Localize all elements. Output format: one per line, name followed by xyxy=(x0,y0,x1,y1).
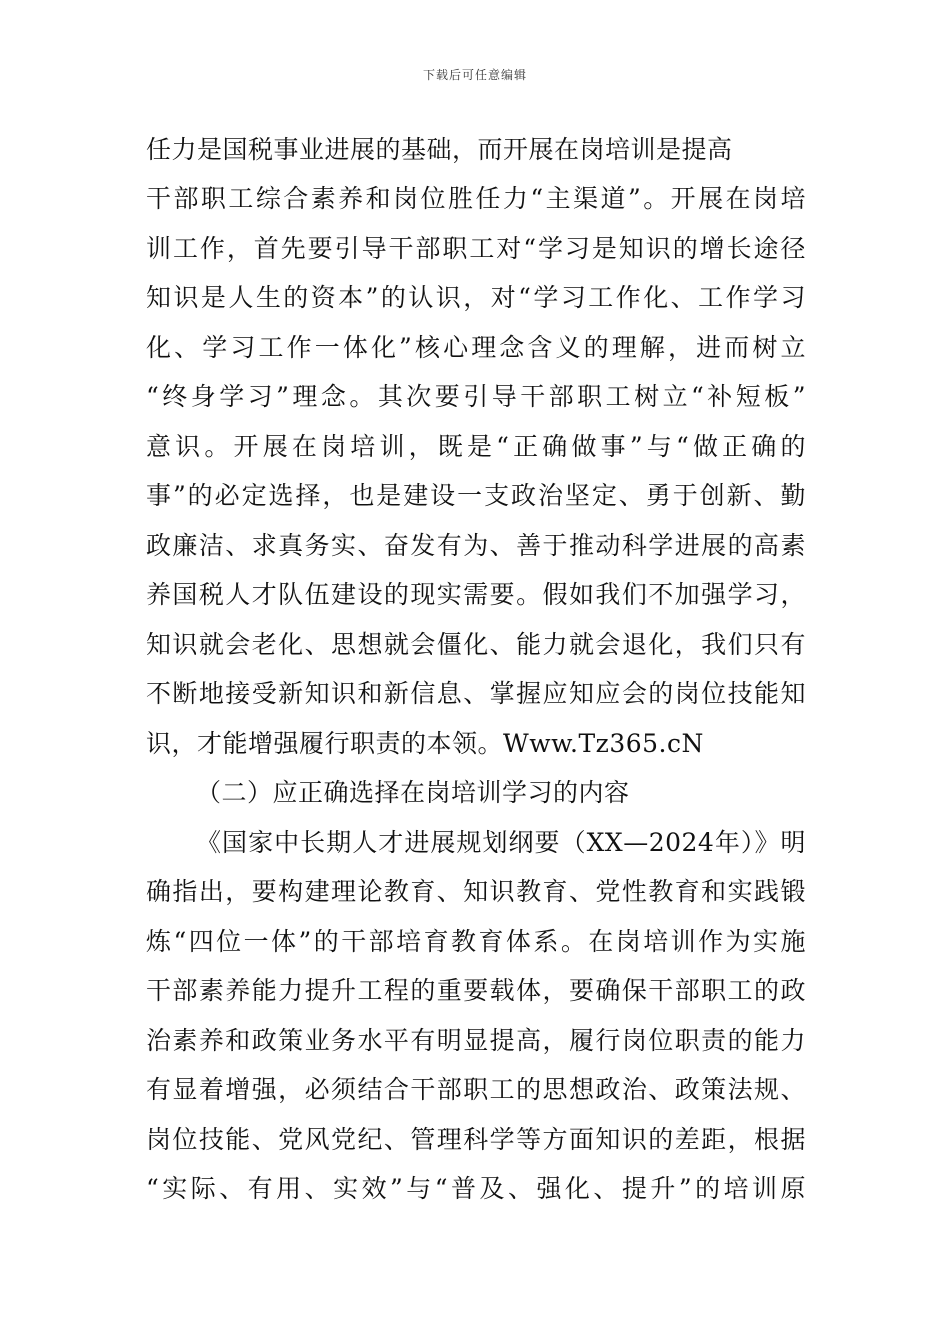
text-line-21: 岗位技能、党风党纪、管理科学等方面知识的差距，根据 xyxy=(146,1125,806,1154)
text-line-2: 干部职工综合素养和岗位胜任力“主渠道”。开展在岗培 xyxy=(146,184,806,213)
text-line-16: 确指出，要构建理论教育、知识教育、党性教育和实践锻 xyxy=(146,877,806,906)
text-line-13: 识，才能增强履行职责的本领。Www.Tz365.cN xyxy=(146,729,704,758)
text-line-19: 治素养和政策业务水平有明显提高，履行岗位职责的能力 xyxy=(146,1026,806,1055)
text-line-6: “终身学习”理念。其次要引导干部职工树立“补短板” xyxy=(146,382,806,411)
text-line-5: 化、学习工作一体化”核心理念含义的理解，进而树立 xyxy=(146,333,806,362)
text-line-18: 干部素养能力提升工程的重要载体，要确保干部职工的政 xyxy=(146,976,806,1005)
text-line-10: 养国税人才队伍建设的现实需要。假如我们不加强学习， xyxy=(146,580,806,609)
text-line-8: 事”的必定选择，也是建设一支政治坚定、勇于创新、勤 xyxy=(146,481,806,510)
text-line-9: 政廉洁、求真务实、奋发有为、善于推动科学进展的高素 xyxy=(146,531,806,560)
text-line-12: 不断地接受新知识和新信息、掌握应知应会的岗位技能知 xyxy=(146,679,806,708)
text-line-22: “实际、有用、实效”与“普及、强化、提升”的培训原 xyxy=(146,1174,806,1203)
text-line-17: 炼“四位一体”的干部培育教育体系。在岗培训作为实施 xyxy=(146,927,806,956)
text-line-4: 知识是人生的资本”的认识，对“学习工作化、工作学习 xyxy=(146,283,806,312)
text-line-3: 训工作，首先要引导干部职工对“学习是知识的增长途径 xyxy=(146,234,806,263)
text-line-7: 意识。开展在岗培训，既是“正确做事”与“做正确的 xyxy=(146,432,806,461)
text-line-1: 任力是国税事业进展的基础，而开展在岗培训是提高 xyxy=(146,135,733,164)
section-heading: （二）应正确选择在岗培训学习的内容 xyxy=(196,778,630,807)
text-line-20: 有显着增强，必须结合干部职工的思想政治、政策法规、 xyxy=(146,1075,806,1104)
text-line-11: 知识就会老化、思想就会僵化、能力就会退化，我们只有 xyxy=(146,630,806,659)
text-line-15: 《国家中长期人才进展规划纲要（XX—2024年）》明 xyxy=(196,828,806,857)
page-header: 下载后可任意编辑 xyxy=(422,68,527,82)
